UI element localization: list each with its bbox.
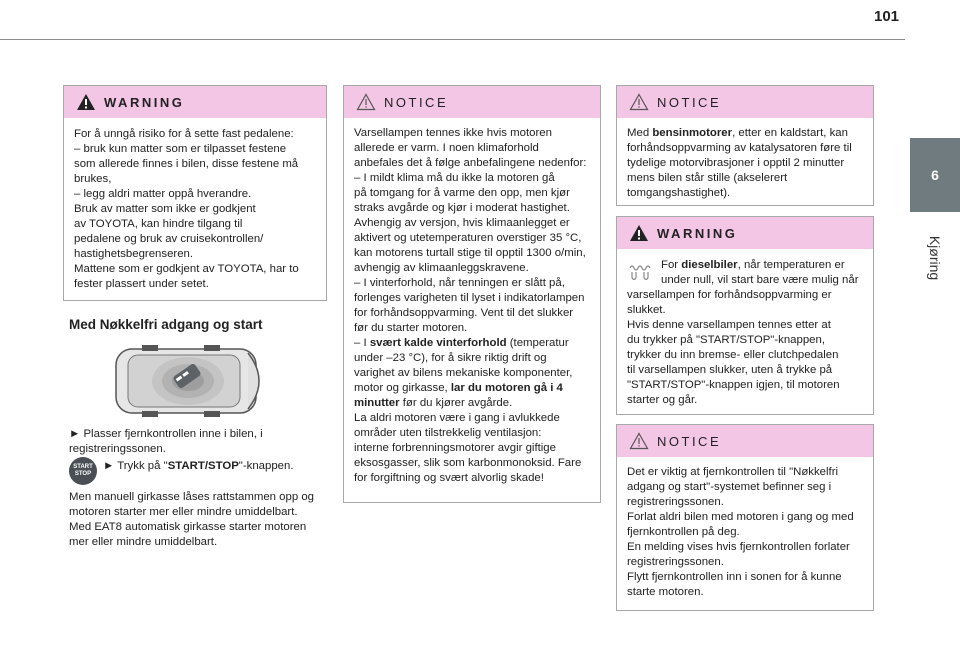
text-line: straks avgårde og kjør i moderat hastighet. xyxy=(354,202,570,214)
text-line: av TOYOTA, kan hindre tilgang til xyxy=(74,218,243,230)
text-line xyxy=(354,336,590,351)
text-line: for forgiftning og svært alvorlig skade! xyxy=(354,472,544,484)
step-2-suffix: "-knappen. xyxy=(238,460,294,472)
left-warning-box xyxy=(63,85,327,301)
text-line: Flytt fjernkontrollen inn i sonen for å kunne xyxy=(627,571,842,583)
after-start-text xyxy=(69,490,339,550)
cold-prefix: – I xyxy=(354,337,370,349)
text-line: – I mildt klima må du ikke la motoren gå xyxy=(354,172,555,184)
left-warning-title: WARNING xyxy=(104,94,185,110)
run-prefix: motor og girkasse, xyxy=(354,382,451,394)
car-keyless-illustration xyxy=(108,343,274,419)
notice-icon xyxy=(629,432,649,450)
middle-notice-header xyxy=(344,86,600,118)
run-bold-2: minutter xyxy=(354,397,400,409)
text-line: mer eller mindre umiddelbart. xyxy=(69,536,218,548)
text-line xyxy=(103,459,294,474)
text-line: pedalene og bruk av cruisekontrollen/ xyxy=(74,233,264,245)
section-title: Med Nøkkelfri adgang og start xyxy=(69,317,263,332)
middle-notice-title: NOTICE xyxy=(384,94,449,110)
text-line: starter og går. xyxy=(627,394,698,406)
text-line: Hvis denne varsellampen tennes etter at xyxy=(627,319,831,331)
warning-icon xyxy=(629,224,649,242)
diesel-suffix: , når temperaturen er xyxy=(737,259,845,271)
text-line: Bruk av matter som ikke er godkjent xyxy=(74,203,256,215)
text-line: områder uten tilstrekkelig ventilasjon: xyxy=(354,427,542,439)
text-line: avhengig av klimaanleggskravene. xyxy=(354,262,529,274)
text-line: forlenges varigheten til lyset i indikatorlampen xyxy=(354,292,585,304)
right-notice-2-header xyxy=(617,425,873,457)
page-number: 101 xyxy=(874,8,900,25)
text-line: Avhengig av versjon, hvis klimaanlegget er xyxy=(354,217,570,229)
text-line: slukket. xyxy=(627,304,666,316)
chapter-tab[interactable]: 6 xyxy=(910,138,960,212)
run-bold-1: lar du motoren gå i 4 xyxy=(450,382,563,394)
step-2-bold: START/STOP xyxy=(167,460,239,472)
text-line: under null, vil start bare være mulig når xyxy=(661,274,859,286)
text-line: hastighetsbegrenseren. xyxy=(74,248,194,260)
text-line: for forhåndsoppvarming. Vent til det slukker xyxy=(354,307,574,319)
text-line: tomgangshastighet). xyxy=(627,187,731,199)
cold-suffix: (temperatur xyxy=(506,337,569,349)
text-line: allerede er varm. I noen klimaforhold xyxy=(354,142,539,154)
glow-plug-icon xyxy=(627,260,653,282)
right-notice-box-1 xyxy=(616,85,874,206)
text-line: under –23 °C), for å sikre riktig drift og xyxy=(354,352,547,364)
cold-bold: svært kalde vinterforhold xyxy=(369,337,507,349)
text-line: brukes, xyxy=(74,173,112,185)
right-notice-1-header xyxy=(617,86,873,118)
text-line: på tomgang for å varme den opp, men kjør xyxy=(354,187,570,199)
petrol-bold: bensinmotorer xyxy=(652,127,733,139)
text-line: forhåndsoppvarming av katalysatoren føre til xyxy=(627,142,852,154)
right-warning-body xyxy=(617,249,873,408)
text-line: interne forbrenningsmotorer avgir giftige xyxy=(354,442,556,454)
text-line: fester plassert under setet. xyxy=(74,278,209,290)
text-line: Forlat aldri bilen med motoren i gang og med xyxy=(627,511,854,523)
right-notice-box-2 xyxy=(616,424,874,611)
petrol-prefix: Med xyxy=(627,127,653,139)
text-line: Med EAT8 automatisk girkasse starter motoren xyxy=(69,521,307,533)
text-line: trykker du inn bremse- eller clutchpedalen xyxy=(627,349,839,361)
warning-icon xyxy=(76,93,96,111)
text-line: starte motoren. xyxy=(627,586,704,598)
text-line: eksosgasser, slik som karbonmonoksid. Fare xyxy=(354,457,582,469)
text-line: – I vinterforhold, når tenningen er slått på, xyxy=(354,277,565,289)
text-line: varsellampen for forhåndsoppvarming er xyxy=(627,289,832,301)
text-line: En melding vises hvis fjernkontrollen forlater xyxy=(627,541,850,553)
notice-icon xyxy=(356,93,376,111)
text-line: ► Plasser fjernkontrollen inne i bilen, i xyxy=(69,428,263,440)
text-line: – bruk kun matter som er tilpasset festene xyxy=(74,143,287,155)
text-line: registreringssonen. xyxy=(627,556,724,568)
right-warning-title: WARNING xyxy=(657,225,738,241)
text-line: aktivert og utetemperaturen overstiger 35 °C, xyxy=(354,232,582,244)
middle-notice-body xyxy=(344,118,600,486)
chapter-title-container xyxy=(895,218,960,298)
right-notice-2-title: NOTICE xyxy=(657,433,722,449)
notice-icon xyxy=(629,93,649,111)
right-notice-2-body xyxy=(617,457,873,600)
right-warning-header xyxy=(617,217,873,249)
text-line: før du starter motoren. xyxy=(354,322,468,334)
right-notice-1-title: NOTICE xyxy=(657,94,722,110)
petrol-suffix: , etter en kaldstart, kan xyxy=(732,127,848,139)
text-line: fjernkontrollen på deg. xyxy=(627,526,740,538)
text-line: adgang og start"-systemet befinner seg i xyxy=(627,481,832,493)
text-line: registreringssonen. xyxy=(69,443,166,455)
chapter-title: Kjøring xyxy=(926,235,943,281)
text-line: mens bilen står stille (akselerert xyxy=(627,172,788,184)
text-line: Varsellampen tennes ikke hvis motoren xyxy=(354,127,552,139)
text-line: kan motorens turtall stige til opptil 1300 o/min, xyxy=(354,247,586,259)
diesel-prefix: For xyxy=(661,259,682,271)
start-label: START xyxy=(73,464,93,470)
text-line xyxy=(354,396,590,411)
top-divider xyxy=(0,39,905,40)
right-warning-box xyxy=(616,216,874,415)
text-line: du trykker på "START/STOP"-knappen, xyxy=(627,334,826,346)
middle-notice-box xyxy=(343,85,601,503)
text-line: For å unngå risiko for å sette fast pedalene: xyxy=(74,128,294,140)
text-line: – legg aldri matter oppå hverandre. xyxy=(74,188,252,200)
diesel-bold: dieselbiler xyxy=(681,259,738,271)
start-stop-button-icon xyxy=(69,457,97,485)
text-line xyxy=(627,126,863,141)
text-line: som allerede finnes i bilen, disse festene må xyxy=(74,158,299,170)
step-1-text xyxy=(69,427,339,457)
step-2-prefix: ► Trykk på " xyxy=(103,460,168,472)
right-notice-1-body xyxy=(617,118,873,201)
text-line: varighet av bilens mekaniske komponenter, xyxy=(354,367,573,379)
text-line: "START/STOP"-knappen igjen, til motoren xyxy=(627,379,840,391)
text-line xyxy=(354,381,590,396)
run-suffix: før du kjører avgårde. xyxy=(399,397,513,409)
text-line: Mattene som er godkjent av TOYOTA, har to xyxy=(74,263,299,275)
text-line xyxy=(627,258,863,273)
left-warning-body xyxy=(64,118,326,292)
stop-label: STOP xyxy=(74,471,92,477)
text-line: La aldri motoren være i gang i avlukkede xyxy=(354,412,560,424)
left-warning-header xyxy=(64,86,326,118)
text-line: tydelige motorvibrasjoner i opptil 2 minutter xyxy=(627,157,845,169)
text-line: anbefales det å følge anbefalingene nedenfor: xyxy=(354,157,587,169)
text-line: registreringssonen. xyxy=(627,496,724,508)
text-line: Det er viktig at fjernkontrollen til "Nøkkelfri xyxy=(627,466,839,478)
text-line: til varsellampen slukker, uten å trykke på xyxy=(627,364,833,376)
text-line: Men manuell girkasse låses rattstammen opp og xyxy=(69,491,315,503)
text-line: motoren starter mer eller mindre umiddelbart. xyxy=(69,506,298,518)
step-2-text xyxy=(103,459,294,474)
